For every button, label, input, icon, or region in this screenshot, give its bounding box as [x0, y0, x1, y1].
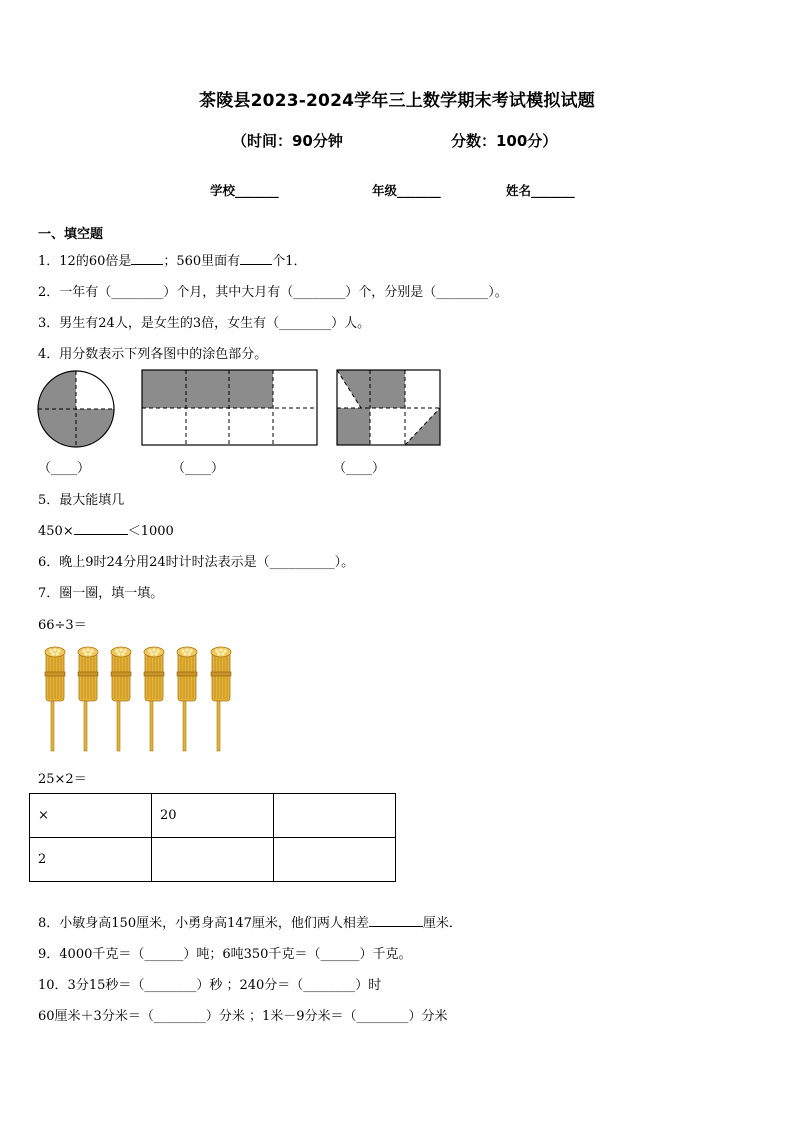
table-cell	[152, 838, 274, 882]
question-1	[38, 250, 306, 269]
q8-part-b: 厘米．	[422, 916, 462, 931]
q4-answer-1: （____）	[38, 461, 91, 476]
q1-blank-1	[131, 252, 163, 265]
name-field: 姓名_______	[506, 183, 575, 198]
multiplication-table	[29, 793, 396, 882]
q7-expression-2: 25×2＝	[38, 772, 87, 787]
q4-answer-3: （____）	[333, 461, 386, 476]
school-field: 学校_______	[210, 183, 279, 198]
table-cell: 2	[30, 838, 152, 882]
table-row	[30, 838, 396, 882]
q1-part-c: 个1．	[272, 254, 307, 269]
exam-title: 茶陵县2023-2024学年三上数学期末考试模拟试题	[199, 91, 595, 111]
question-8	[38, 912, 462, 931]
stick-bundles-image	[38, 645, 248, 755]
q1-part-a: 1．12的60倍是	[38, 254, 132, 269]
q8-blank	[369, 914, 423, 927]
q1-blank-2	[240, 252, 272, 265]
question-9: 9．4000千克＝（______）吨；6吨350千克＝（______）千克。	[38, 947, 412, 962]
q7-expression-1: 66÷3＝	[38, 618, 87, 633]
table-cell: 20	[152, 794, 274, 838]
question-10-part-2: 60厘米＋3分米＝（________）分米 ；1米－9分米＝（________）分米	[38, 1009, 448, 1024]
table-cell	[274, 794, 396, 838]
grade-field: 年级_______	[372, 183, 441, 198]
q5-blank	[74, 522, 128, 535]
question-2: 2．一年有（________）个月，其中大月有（________）个，分别是（________）。	[38, 285, 508, 300]
q4-answer-2: （____）	[172, 461, 225, 476]
q4-circle-figure	[36, 369, 116, 449]
q5-expr-a: 450×	[38, 524, 74, 539]
q5-expression	[38, 520, 174, 539]
exam-score: 分数：100分）	[451, 132, 558, 150]
q4-grid-figure	[336, 369, 442, 447]
question-10: 10．3分15秒＝（________）秒 ；240分＝（________）时	[38, 978, 382, 993]
table-row	[30, 794, 396, 838]
question-4: 4．用分数表示下列各图中的涂色部分。	[38, 347, 268, 362]
q1-part-b: ；560里面有	[163, 254, 241, 269]
question-5: 5．最大能填几	[38, 493, 125, 508]
question-6: 6．晚上9时24分用24时计时法表示是（__________）。	[38, 555, 355, 570]
table-cell: ×	[30, 794, 152, 838]
question-3: 3．男生有24人，是女生的3倍，女生有（________）人。	[38, 316, 371, 331]
q8-part-a: 8．小敏身高150厘米，小勇身高147厘米，他们两人相差	[38, 916, 369, 931]
table-cell	[274, 838, 396, 882]
section-heading: 一、填空题	[38, 227, 104, 242]
q4-rectangle-figure	[141, 369, 319, 447]
exam-time: （时间：90分钟	[232, 132, 343, 150]
q5-expr-b: ＜1000	[127, 524, 174, 539]
question-7: 7．圈一圈，填一填。	[38, 586, 164, 601]
